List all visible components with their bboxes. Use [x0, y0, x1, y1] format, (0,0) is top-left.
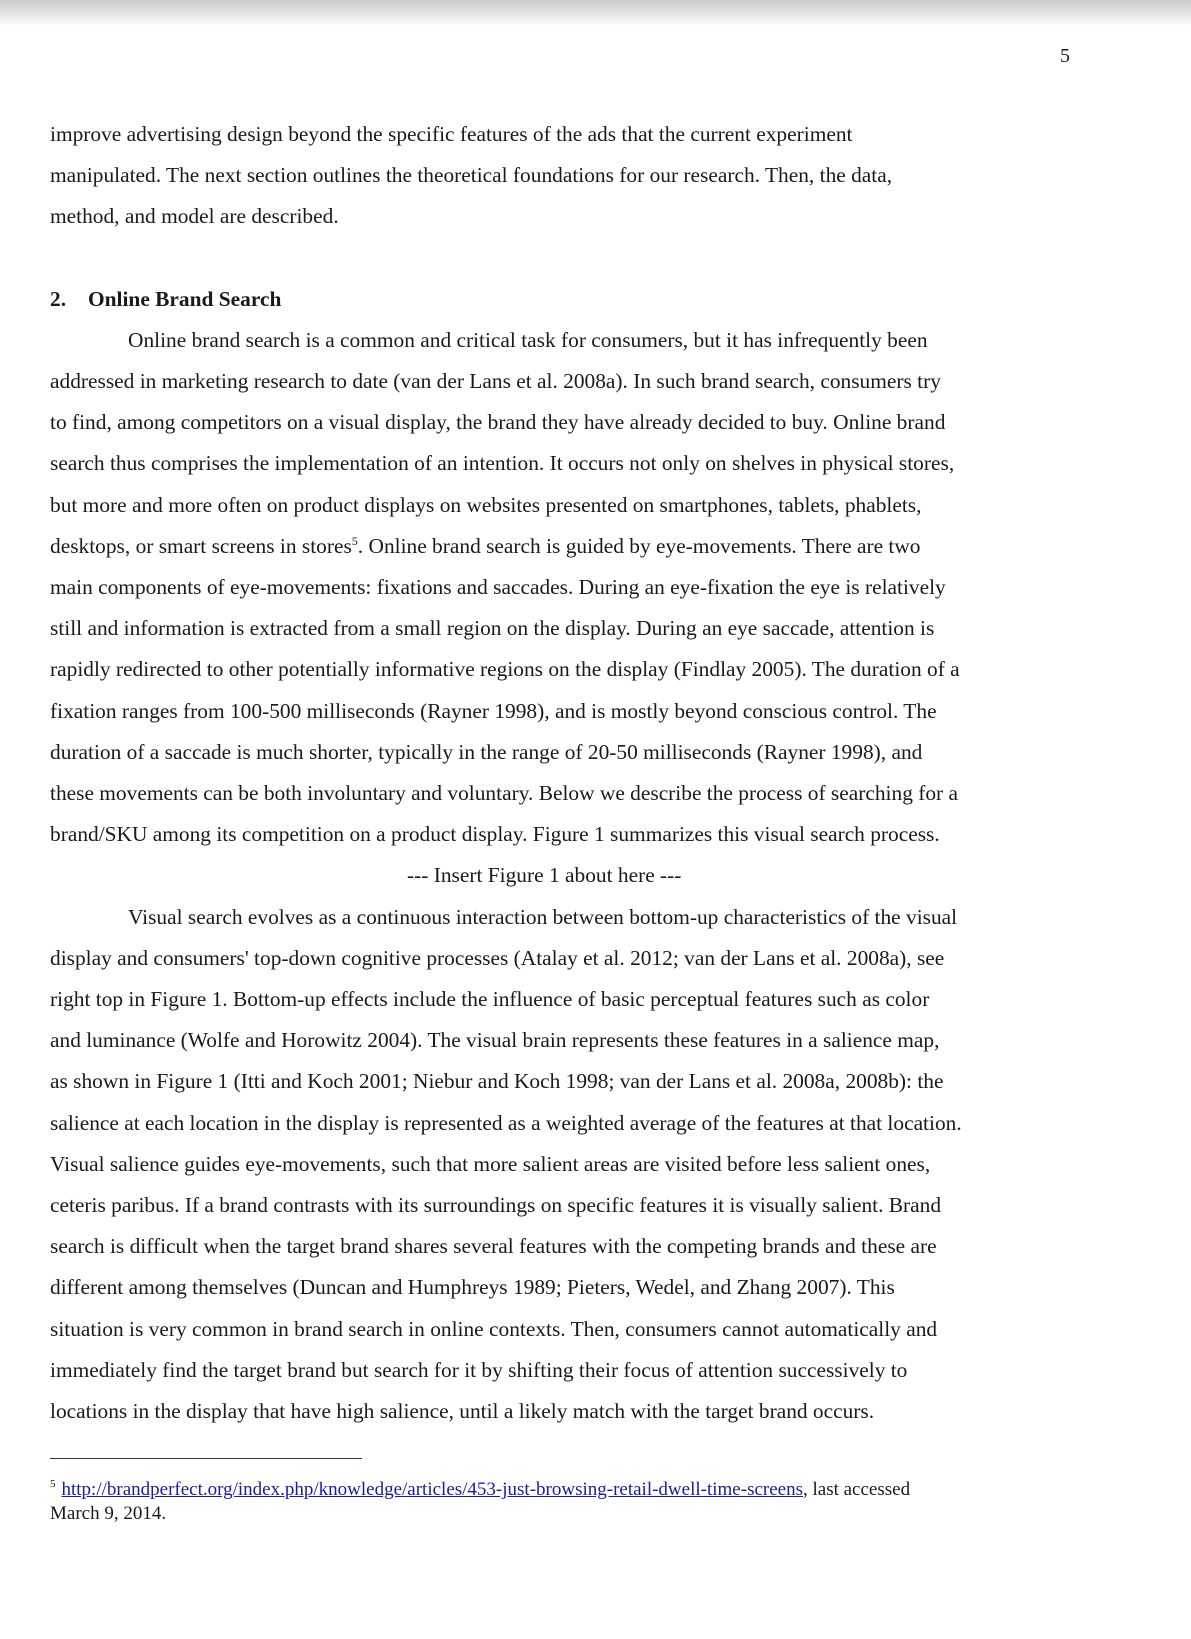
text-line: method, and model are described. — [50, 204, 339, 229]
footnote-separator — [50, 1458, 362, 1459]
footnote — [50, 1478, 1090, 1526]
body-text — [50, 114, 1080, 1432]
text-line: right top in Figure 1. Bottom-up effects include the influence of basic perceptual features such as color — [50, 987, 930, 1012]
text-line: these movements can be both involuntary and voluntary. Below we describe the process of searching for a — [50, 781, 959, 806]
text-line: locations in the display that have high salience, until a likely match with the target brand occurs. — [50, 1399, 875, 1424]
text-line: search thus comprises the implementation of an intention. It occurs not only on shelves in physical stores, — [50, 451, 955, 476]
footnote-link[interactable]: http://brandperfect.org/index.php/knowledge/articles/453-just-browsing-retail-dwell-time-screens — [61, 1479, 803, 1500]
text-line: ceteris paribus. If a brand contrasts with its surroundings on specific features it is visually salient. Brand — [50, 1193, 942, 1218]
text-span: desktops, or smart screens in stores — [50, 533, 352, 558]
text-line: Online brand search is a common and critical task for consumers, but it has infrequently been — [128, 327, 928, 352]
text-line: manipulated. The next section outlines the theoretical foundations for our research. Then, the data, — [50, 163, 893, 188]
text-line: duration of a saccade is much shorter, typically in the range of 20-50 milliseconds (Rayner 1998), and — [50, 739, 923, 764]
text-line: situation is very common in brand search in online contexts. Then, consumers cannot automatically and — [50, 1316, 938, 1341]
text-line: main components of eye-movements: fixations and saccades. During an eye-fixation the eye is relatively — [50, 575, 946, 600]
text-line: improve advertising design beyond the specific features of the ads that the current experiment — [50, 122, 853, 146]
text-line: fixation ranges from 100-500 milliseconds (Rayner 1998), and is mostly beyond conscious control. The — [50, 698, 937, 723]
text-line: Visual search evolves as a continuous interaction between bottom-up characteristics of the visual — [128, 904, 958, 929]
section-heading — [50, 279, 1080, 320]
text-line: brand/SKU among its competition on a product display. Figure 1 summarizes this visual search process. — [50, 822, 940, 847]
text-line: addressed in marketing research to date (van der Lans et al. 2008a). In such brand search, consumers try — [50, 369, 941, 394]
text-span: . Online brand search is guided by eye-movements. There are two — [357, 533, 921, 558]
text-line: but more and more often on product displays on websites presented on smartphones, tablets, phablets, — [50, 492, 922, 517]
text-line — [50, 526, 1080, 567]
section-number: 2. — [50, 286, 67, 311]
section-title: Online Brand Search — [88, 286, 282, 311]
footnote-mark: 5 — [50, 1478, 56, 1490]
footnote-text: , last accessed — [802, 1479, 911, 1500]
footnote-line — [50, 1478, 1090, 1502]
top-shadow — [0, 0, 1191, 26]
section-gap — [50, 238, 1080, 279]
text-line: to find, among competitors on a visual display, the brand they have already decided to buy. Online brand — [50, 410, 946, 435]
page-number: 5 — [1060, 45, 1070, 67]
text-line: and luminance (Wolfe and Horowitz 2004). The visual brain represents these features in a salience map, — [50, 1028, 940, 1053]
footnote-reference[interactable]: 5 — [351, 533, 358, 548]
text-line: rapidly redirected to other potentially informative regions on the display (Findlay 2005). The duration of a — [50, 657, 960, 682]
text-line: salience at each location in the display is represented as a weighted average of the features at that location. — [50, 1110, 962, 1135]
text-line: search is difficult when the target brand shares several features with the competing brands and these are — [50, 1234, 937, 1259]
text-line: as shown in Figure 1 (Itti and Koch 2001; Niebur and Koch 1998; van der Lans et al. 2008a, 2008b): the — [50, 1069, 944, 1094]
text-line: Visual salience guides eye-movements, such that more salient areas are visited before less salient ones, — [50, 1151, 931, 1176]
text-line: different among themselves (Duncan and Humphreys 1989; Pieters, Wedel, and Zhang 2007). This — [50, 1275, 895, 1300]
text-line: still and information is extracted from a small region on the display. During an eye saccade, attention is — [50, 616, 935, 641]
figure-placement-note: --- Insert Figure 1 about here --- — [407, 863, 682, 888]
text-line: immediately find the target brand but search for it by shifting their focus of attention successively to — [50, 1357, 908, 1382]
footnote-line: March 9, 2014. — [50, 1503, 167, 1524]
text-line: display and consumers' top-down cognitive processes (Atalay et al. 2012; van der Lans et al. 2008a), see — [50, 945, 945, 970]
